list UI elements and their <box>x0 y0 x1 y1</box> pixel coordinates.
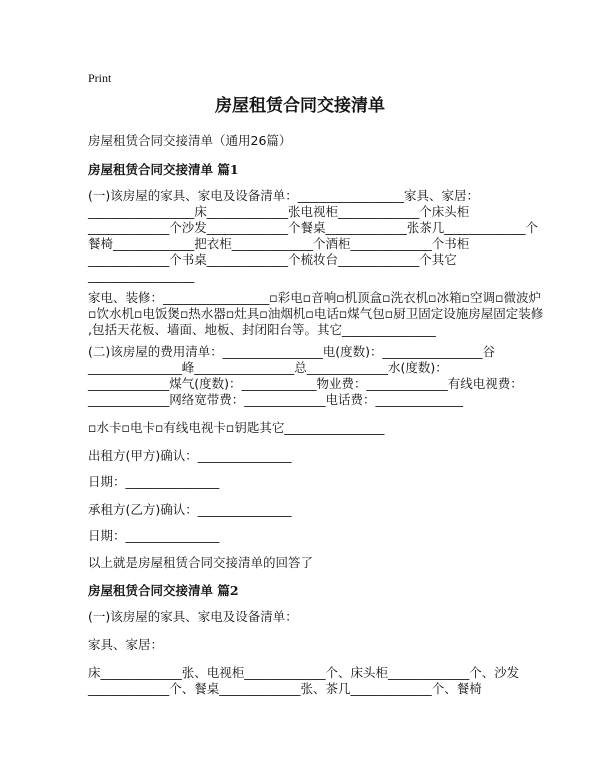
text-line: (一)该房屋的家具、家电及设备清单：_________________家具、家居： <box>88 188 480 203</box>
text-line: 家电、装修：_________________▫彩电▫音响▫机顶盒▫洗衣机▫冰箱▫空调▫微波炉 <box>88 290 542 305</box>
text-line: 餐椅_____________把衣柜_____________个酒柜_____________个书柜 <box>88 236 470 251</box>
text-line: _______________峰________________总_____________水(度数)： <box>88 360 448 375</box>
section-heading-1: 房屋租赁合同交接清单 篇1 <box>88 162 239 177</box>
text-line: ,包括天花板、墙面、地板、封闭阳台等。其它_______________ <box>88 322 436 337</box>
text-line: _____________个沙发_____________个餐桌_____________张茶几_____________个 <box>88 220 539 235</box>
text-line: _____________煤气(度数)：____________物业费：_____________有线电视费： <box>88 376 523 391</box>
text-line: (二)该房屋的费用清单：________________电(度数)：________________谷 <box>88 344 496 359</box>
text-line: (一)该房屋的家具、家电及设备清单： <box>88 609 298 624</box>
subtitle: 房屋租赁合同交接清单（通用26篇） <box>88 133 292 148</box>
date-line: 日期：_______________ <box>88 474 220 489</box>
lessee-confirm: 承租方(乙方)确认：_______________ <box>88 502 292 517</box>
date-line: 日期：_______________ <box>88 528 220 543</box>
text-line: 床_____________张、电视柜_____________个、床头柜_____________个、沙发 <box>88 665 520 680</box>
text-line: _________________ <box>88 268 195 283</box>
lessor-confirm: 出租方(甲方)确认：_______________ <box>88 448 292 463</box>
text-line: ▫水卡▫电卡▫有线电视卡▫钥匙其它________________ <box>88 420 385 435</box>
text-line: _________________床_____________张电视柜_____________个床头柜 <box>88 204 470 219</box>
document-title: 房屋租赁合同交接清单 <box>215 96 385 116</box>
text-line: _____________个、餐桌_____________张、茶几_____________个、餐椅 <box>88 681 482 696</box>
print-link[interactable]: Print <box>88 71 112 85</box>
text-line: _____________个书桌_____________个梳妆台_____________个其它 <box>88 252 457 267</box>
section-heading-2: 房屋租赁合同交接清单 篇2 <box>88 583 239 598</box>
text-line: ▫饮水机▫电饭煲▫热水器▫灶具▫油烟机▫电话▫煤气包▫厨卫固定设施房屋固定装修 <box>88 306 544 321</box>
closing-text: 以上就是房屋租赁合同交接清单的回答了 <box>88 555 314 570</box>
text-line: _____________网络宽带费：_____________电话费：______________ <box>88 392 464 407</box>
text-line: 家具、家居： <box>88 637 164 652</box>
